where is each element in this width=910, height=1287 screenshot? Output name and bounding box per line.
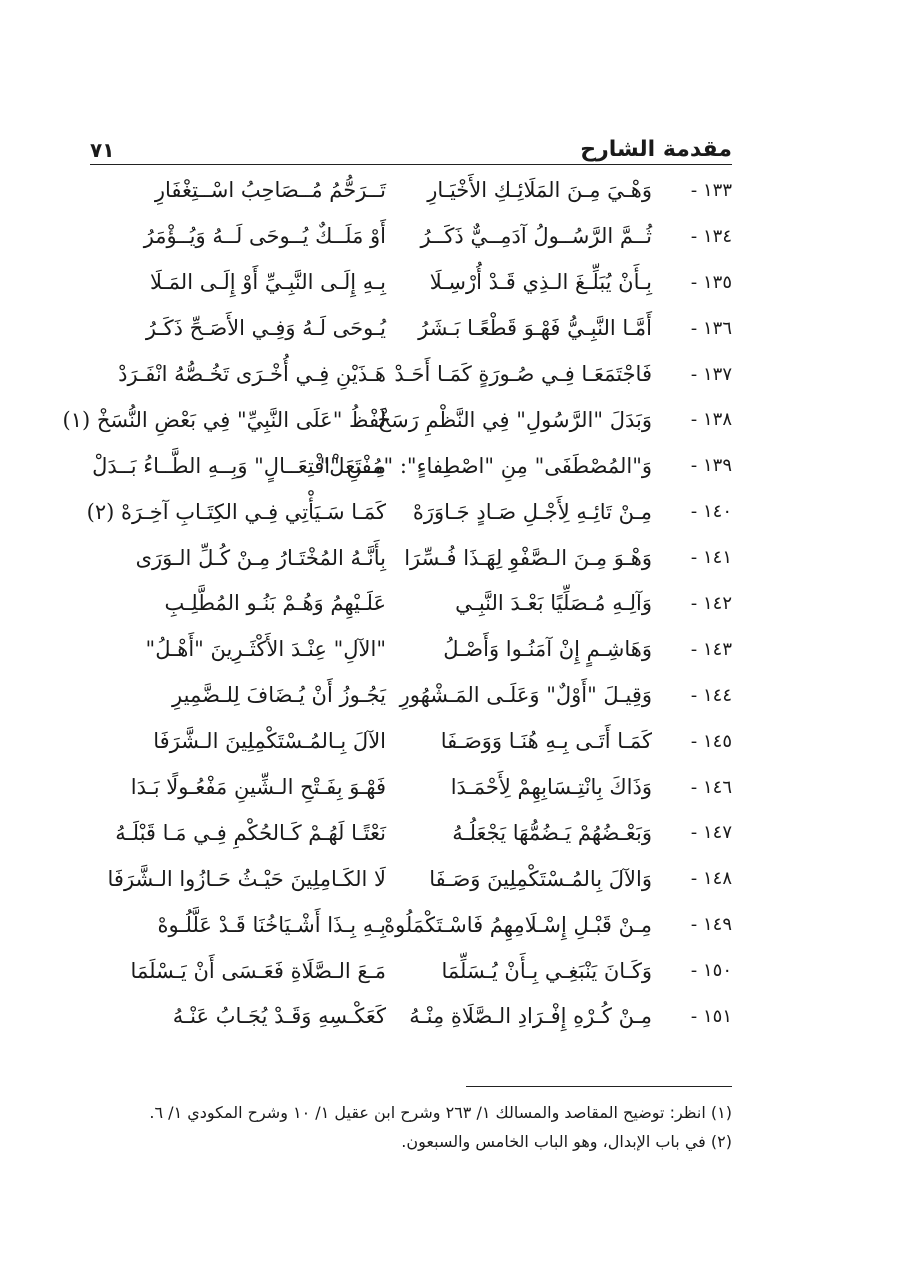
verse-first-hemistich: وَهْـوَ مِـنَ الـصَّفْوِ لِهَـذَا فُـسِّرَا	[404, 545, 652, 570]
verse-first-hemistich: وَالآلَ بِالمُـسْتَكْمِلِينَ وَصَـفَا	[429, 866, 652, 891]
verse-row	[96, 260, 732, 306]
verse-second-hemistich: لَفْظُ "عَلَى النَّبِيِّ" فِي بَعْضِ النُّسَخْ (١)	[62, 407, 386, 432]
verse-first-hemistich: بِـأَنْ يُبَلِّـغَ الـذِي قَـدْ أُرْسِـلَا	[429, 270, 652, 295]
verse-row	[96, 535, 732, 581]
verse-row	[96, 214, 732, 260]
verse-list	[62, 168, 732, 1040]
verse-number: ١٤٥ -	[690, 730, 732, 752]
footnote-line: (٢) في باب الإبدال، وهو الباب الخامس والسبعون.	[401, 1132, 732, 1151]
verse-number: ١٤٩ -	[690, 914, 732, 936]
verse-row	[96, 306, 732, 352]
chapter-title: مقدمة الشارح	[580, 137, 732, 162]
verse-second-hemistich: نَعْتًـا لَهُـمْ كَـالحُكْمِ فِـي مَـا قَبْلَـهُ	[115, 820, 386, 845]
verse-first-hemistich: وَ"المُصْطَفَى" مِنِ "اصْطِفاءٍ": "مُفْتَعَلْ"	[319, 453, 652, 478]
verse-second-hemistich: يُـوحَى لَـهُ وَفِـي الأَصَـحِّ ذَكَـرُ	[145, 316, 386, 341]
verse-first-hemistich: مِـنْ كُـرْهِ إِفْـرَادِ الـصَّلَاةِ مِنْـهُ	[409, 1004, 652, 1029]
verse-number: ١٣٦ -	[690, 317, 732, 339]
verse-number: ١٤٧ -	[690, 822, 732, 844]
footnotes	[96, 1098, 732, 1156]
verse-number: ١٥١ -	[690, 1005, 732, 1027]
verse-first-hemistich: فَاجْتَمَعَـا فِـي صُـورَةٍ كَمَـا أَحَـدْ	[394, 362, 652, 386]
verse-first-hemistich: وَآلِـهِ مُـصَلِّيًا بَعْـدَ النَّبِـي	[455, 591, 652, 616]
verse-first-hemistich: مِـنْ تَائِـهِ لِأَجْـلِ صَـادٍ جَـاوَرَهْ	[412, 499, 652, 524]
footnote-line: (١) انظر: توضيح المقاصد والمسالك ١/ ٢٦٣ وشرح ابن عقيل ١/ ١٠ وشرح المكودي ١/ ٦.	[149, 1103, 732, 1122]
verse-number: ١٣٨ -	[690, 409, 732, 431]
verse-row	[96, 719, 732, 765]
verse-second-hemistich: بِـهِ إِلَـى النَّبِـيِّ أَوْ إِلَـى المَـلَا	[149, 270, 386, 295]
verse-first-hemistich: وَبَدَلَ "الرَّسُولِ" فِي النَّظْمِ رَسَخْ	[377, 407, 652, 432]
verse-row	[96, 810, 732, 856]
verse-row	[86, 489, 732, 535]
verse-row	[96, 627, 732, 673]
verse-second-hemistich: يَجُـوزُ أَنْ يُـضَافَ لِلـضَّمِيرِ	[172, 683, 386, 708]
verse-row	[96, 352, 732, 398]
verse-first-hemistich: وَقِيـلَ "أَوْلٌ" وَعَلَـى المَـشْهُورِ	[399, 683, 652, 708]
verse-row	[96, 581, 732, 627]
verse-first-hemistich: وَبَعْـضُهُمْ يَـضُمُّهَا يَجْعَلُـهُ	[452, 820, 652, 845]
verse-first-hemistich: أَمَّـا النَّبِـيُّ فَهْـوَ قَطْعًـا بَـشَرُ	[418, 316, 652, 341]
verse-first-hemistich: وَكَـانَ يَنْبَغِـي بِـأَنْ يُـسَلِّمَا	[441, 958, 652, 983]
verse-row	[96, 673, 732, 719]
verse-number: ١٤١ -	[690, 547, 732, 569]
verse-first-hemistich: كَمَـا أَتَـى بِـهِ هُنَـا وَوَصَـفَا	[440, 729, 652, 754]
footnote-divider	[466, 1086, 732, 1087]
verse-first-hemistich: ثُــمَّ الرَّسُــولُ آدَمِــيٌّ ذَكَــرُ	[420, 224, 652, 249]
verse-row	[92, 443, 732, 489]
verse-number: ١٤٢ -	[690, 592, 732, 614]
page-header	[90, 128, 732, 162]
verse-second-hemistich: كَمَـا سَـيَأْتِي فِـي الكِتَـابِ آخِـرَهْ (٢)	[86, 499, 386, 524]
verse-number: ١٤٤ -	[690, 684, 732, 706]
page-number: ٧١	[90, 138, 115, 162]
verse-first-hemistich: مِـنْ قَبْـلِ إِسْـلَامِهِمُ فَاسْـتَكْمَلُوهْ	[384, 912, 652, 937]
verse-second-hemistich: بِـهِ بِـذَا أَشْـيَاخُنَا قَـدْ عَلَّلُـوهْ	[157, 912, 386, 937]
verse-number: ١٤٠ -	[690, 501, 732, 523]
verse-first-hemistich: وَذَاكَ بِانْتِـسَابِهِمْ لِأَحْمَـدَا	[450, 775, 652, 800]
verse-first-hemistich: وَهْـيَ مِـنَ المَلَائِـكِ الأَخْيَـارِ	[427, 178, 652, 203]
verse-second-hemistich: كَعَكْـسِهِ وَقَـدْ يُجَـابُ عَنْـهُ	[172, 1004, 386, 1029]
verse-second-hemistich: "الآلِ" عِنْـدَ الأَكْثَـرِينَ "أَهْـلُ"	[145, 637, 386, 662]
verse-number: ١٤٣ -	[690, 638, 732, 660]
verse-row	[96, 765, 732, 811]
verse-number: ١٣٥ -	[690, 271, 732, 293]
verse-second-hemistich: أَوْ مَلَــكٌ يُــوحَى لَــهُ وَيُــؤْمَرُ	[143, 224, 386, 249]
verse-row	[96, 948, 732, 994]
verse-number: ١٤٨ -	[690, 868, 732, 890]
verse-number: ١٤٦ -	[690, 776, 732, 798]
verse-row	[96, 902, 732, 948]
verse-second-hemistich: مِــنِ "افْتِعَــالٍ" وَبِــهِ الطَّــاءُ بَــدَلْ	[92, 453, 386, 478]
verse-number: ١٣٤ -	[690, 225, 732, 247]
verse-second-hemistich: عَلَـيْهِمُ وَهُـمْ بَنُـو المُطَّلِـبِ	[164, 591, 386, 616]
verse-row	[62, 397, 732, 443]
verse-second-hemistich: فَهْـوَ بِفَـتْحِ الـشِّينِ مَفْعُـولًا بَـدَا	[130, 775, 386, 800]
verse-second-hemistich: تَــرَحُّمُ مُــصَاحِبُ اسْــتِغْفَارِ	[154, 178, 386, 203]
verse-second-hemistich: بِأَنَّـهُ المُخْتَـارُ مِـنْ كُـلِّ الـوَرَى	[135, 545, 386, 570]
verse-second-hemistich: مَـعَ الـصَّلَاةِ فَعَـسَى أَنْ يَـسْلَمَا	[130, 958, 386, 983]
verse-number: ١٥٠ -	[690, 960, 732, 982]
header-divider	[90, 164, 732, 165]
verse-number: ١٣٩ -	[690, 455, 732, 477]
verse-number: ١٣٣ -	[690, 179, 732, 201]
verse-second-hemistich: هَـذَيْنِ فِـي أُخْـرَى تَخُـصُّهُ انْفَـرَدْ	[118, 362, 386, 386]
verse-number: ١٣٧ -	[690, 363, 732, 385]
verse-second-hemistich: لَا الكَـامِلِينَ حَيْـثُ حَـازُوا الـشَّرَفَا	[107, 866, 386, 891]
verse-row	[96, 856, 732, 902]
verse-second-hemistich: الآلَ بِـالمُـسْتَكْمِلِينَ الـشَّرَفَا	[153, 729, 386, 754]
verse-row	[96, 994, 732, 1040]
verse-first-hemistich: وَهَاشِـمٍ إِنْ آمَنُـوا وَأَصْـلُ	[443, 637, 652, 662]
verse-row	[96, 168, 732, 214]
